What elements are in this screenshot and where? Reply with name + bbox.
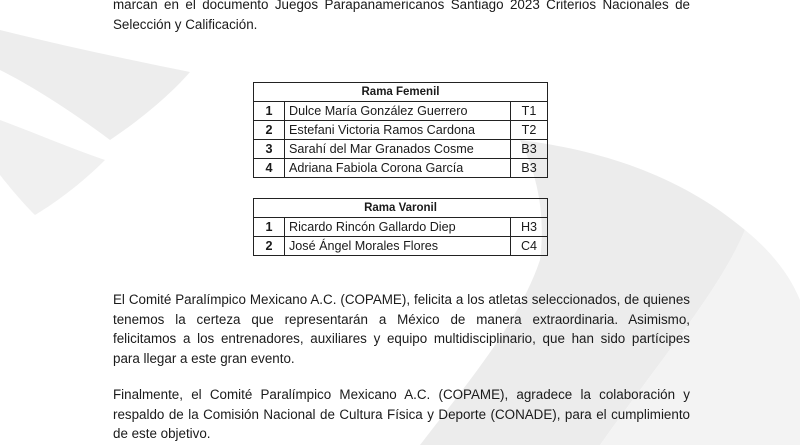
table-row: [254, 102, 548, 121]
acknowledgement-line-1: Finalmente, el Comité Paralímpico Mexicano A.C. (COPAME), agradece la colaboración y: [113, 387, 690, 402]
rama-varonil-table: [253, 198, 548, 256]
acknowledgement-line-3: de este objetivo.: [113, 426, 211, 442]
athlete-number: 4: [254, 159, 285, 178]
table-row: [254, 140, 548, 159]
athlete-name: Dulce María González Guerrero: [285, 102, 511, 121]
felicitation-line-1: El Comité Paralímpico Mexicano A.C. (COPAME), felicita a los atletas seleccionados, de quienes: [113, 292, 690, 307]
athlete-number: 1: [254, 102, 285, 121]
table-row: [254, 218, 548, 237]
intro-line-2: Selección y Calificación.: [113, 16, 258, 32]
acknowledgement-line-2: respaldo de la Comisión Nacional de Cultura Física y Deporte (CONADE), para el cumplimiento: [113, 406, 690, 422]
athlete-number: 2: [254, 237, 285, 256]
athlete-name: Ricardo Rincón Gallardo Diep: [285, 218, 511, 237]
athlete-class: T1: [511, 102, 548, 121]
table-row: [254, 121, 548, 140]
athlete-name: Estefani Victoria Ramos Cardona: [285, 121, 511, 140]
athlete-class: H3: [511, 218, 548, 237]
athlete-name: Sarahí del Mar Granados Cosme: [285, 140, 511, 159]
athlete-class: B3: [511, 140, 548, 159]
rama-femenil-table: [253, 82, 548, 178]
acknowledgement-paragraph: [113, 385, 690, 444]
athlete-name: José Ángel Morales Flores: [285, 237, 511, 256]
intro-paragraph: [113, 0, 690, 34]
athlete-number: 3: [254, 140, 285, 159]
intro-line-1: marcan en el documento Juegos Parapanamericanos Santiago 2023 Criterios Nacionales de: [113, 0, 690, 12]
athlete-class: T2: [511, 121, 548, 140]
athlete-number: 1: [254, 218, 285, 237]
felicitation-line-2: tenemos la certeza que representarán a México de manera extraordinaria. Asimismo,: [113, 311, 690, 327]
felicitation-line-3: felicitamos a los entrenadores, auxiliares y equipo multidisciplinario, que han sido partícipes: [113, 331, 690, 347]
felicitation-paragraph: [113, 290, 690, 368]
athlete-name: Adriana Fabiola Corona García: [285, 159, 511, 178]
rama-varonil-title: Rama Varonil: [254, 199, 548, 218]
athlete-class: C4: [511, 237, 548, 256]
rama-femenil-title: Rama Femenil: [254, 83, 548, 102]
table-row: [254, 237, 548, 256]
athlete-class: B3: [511, 159, 548, 178]
table-row: [254, 159, 548, 178]
felicitation-line-4: para llegar a este gran evento.: [113, 350, 295, 366]
athlete-number: 2: [254, 121, 285, 140]
